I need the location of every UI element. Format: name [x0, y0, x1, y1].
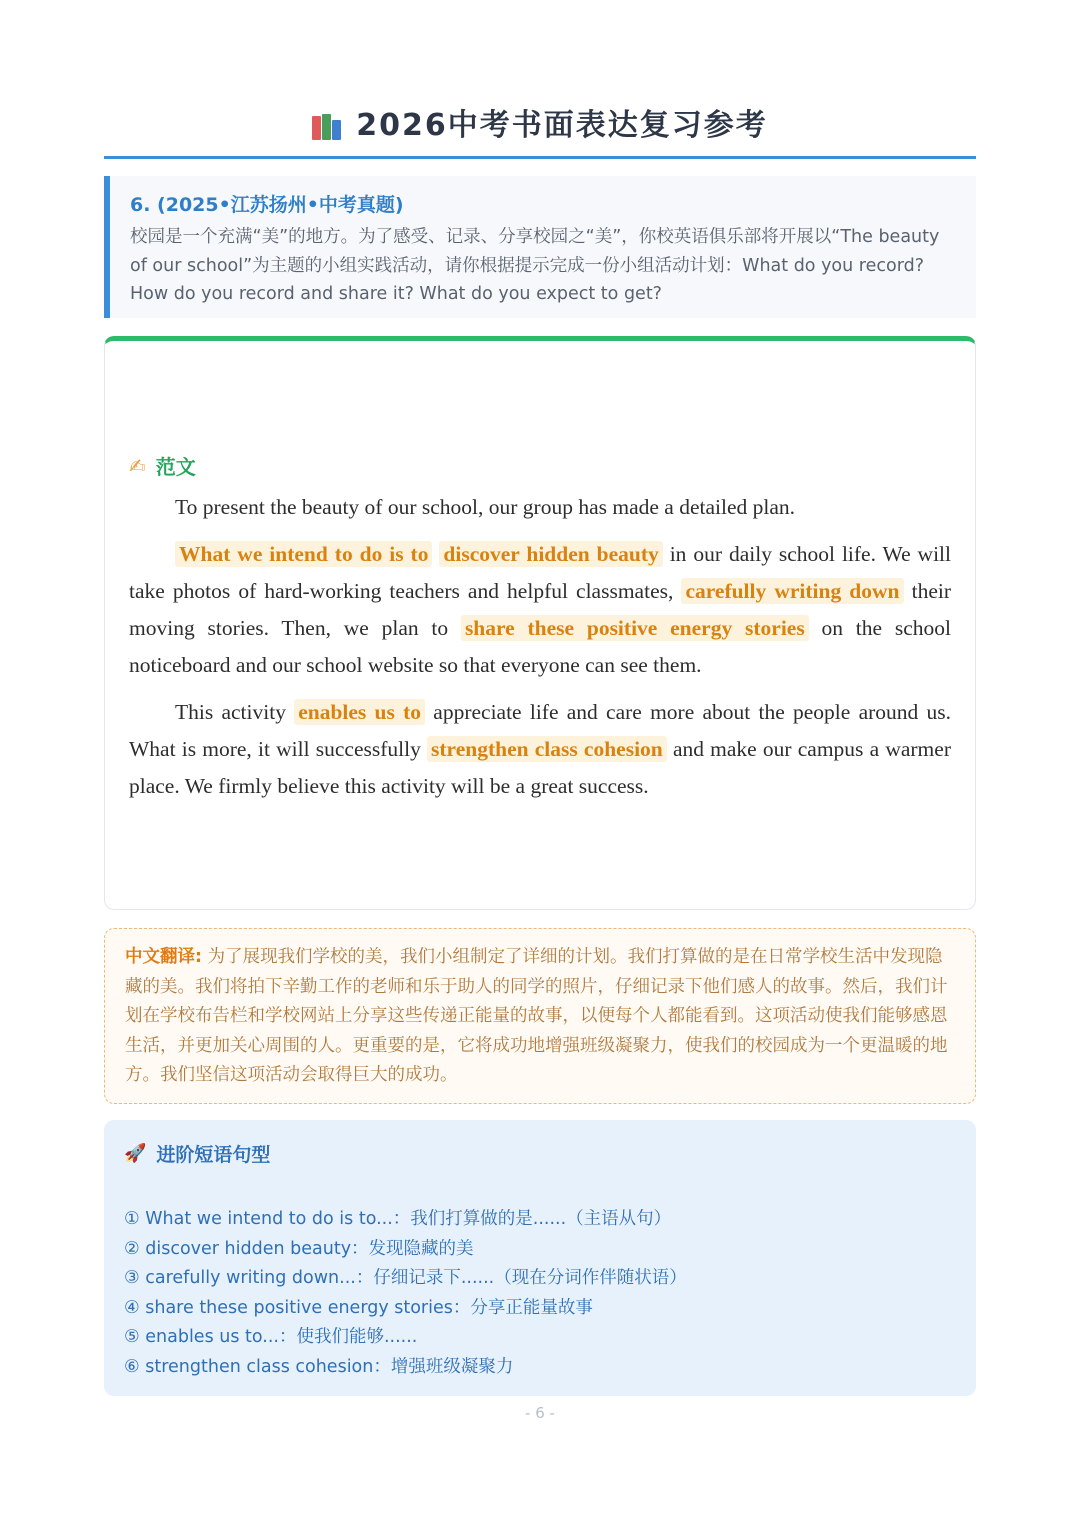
essay-heading: [129, 451, 196, 480]
highlight-phrase: What we intend to do is to: [175, 541, 432, 567]
highlight-phrase: discover hidden beauty: [439, 541, 662, 567]
essay-paragraph-2: [129, 536, 951, 684]
books-icon: [312, 112, 344, 140]
essay-text: appreciate life and care more about the people around us. What is more, it will successfully: [129, 700, 952, 761]
list-item: ④ share these positive energy stories：分享正能量故事: [124, 1297, 593, 1318]
essay-paragraph-3: [129, 694, 951, 805]
page-header: [104, 100, 976, 159]
phrases-heading: [124, 1140, 956, 1167]
writing-hand-icon: ✍: [129, 453, 146, 478]
essay-text: This activity: [175, 700, 295, 724]
essay-text: on the school noticeboard and our school website so that everyone can see them.: [129, 616, 951, 677]
highlight-phrase: carefully writing down: [681, 578, 903, 604]
phrases-box: [104, 1120, 976, 1396]
essay-body: [129, 489, 951, 815]
list-item: ⑤ enables us to...：使我们能够......: [124, 1327, 418, 1347]
list-item: ③ carefully writing down...：仔细记录下......（现在分词作伴随状语）: [124, 1268, 687, 1288]
phrases-list: [124, 1205, 956, 1382]
model-essay-card: [104, 336, 976, 910]
highlight-phrase: share these positive energy stories: [461, 615, 809, 641]
phrases-heading-text: 进阶短语句型: [156, 1144, 271, 1166]
translation-label: 中文翻译:: [125, 947, 202, 967]
highlight-phrase: enables us to: [294, 699, 425, 725]
essay-text: and make our campus a warmer place. We firmly believe this activity will be a great success.: [129, 737, 951, 798]
highlight-phrase: strengthen class cohesion: [427, 736, 667, 762]
essay-heading-text: 范文: [155, 455, 196, 479]
page-title: [312, 100, 768, 152]
list-item: ⑥ strengthen class cohesion：增强班级凝聚力: [124, 1356, 514, 1377]
question-box: [104, 176, 976, 318]
list-item: ① What we intend to do is to...：我们打算做的是......（主语从句）: [124, 1209, 672, 1229]
translation-box: [104, 928, 976, 1104]
essay-text: in our daily school life. We will take photos of hard-working teachers and helpful classmates,: [129, 542, 952, 603]
essay-text: their moving stories. Then, we plan to: [129, 579, 952, 640]
page-number: - 6 -: [525, 1404, 555, 1422]
rocket-icon: 🚀: [124, 1143, 147, 1164]
page-title-text: 2026中考书面表达复习参考: [356, 108, 768, 143]
question-label: 6. (2025•江苏扬州•中考真题): [130, 194, 404, 216]
question-text: 校园是一个充满“美”的地方。为了感受、记录、分享校园之“美”，你校英语俱乐部将开展以“The beauty of our school”为主题的小组实践活动，请你根据提示完成一份小组活动计划：What do you record? How do you record and share it? What do you expect to get?: [130, 227, 940, 304]
list-item: ② discover hidden beauty：发现隐藏的美: [124, 1238, 474, 1259]
translation-text: 为了展现我们学校的美，我们小组制定了详细的计划。我们打算做的是在日常学校生活中发现隐藏的美。我们将拍下辛勤工作的老师和乐于助人的同学的照片，仔细记录下他们感人的故事。然后，我们计划在学校布告栏和学校网站上分享这些传递正能量的故事，以便每个人都能看到。这项活动使我们能够感恩生活，并更加关心周围的人。更重要的是，它将成功地增强班级凝聚力，使我们的校园成为一个更温暖的地方。我们坚信这项活动会取得巨大的成功。: [125, 947, 948, 1085]
essay-paragraph-1: To present the beauty of our school, our group has made a detailed plan.: [175, 495, 796, 519]
